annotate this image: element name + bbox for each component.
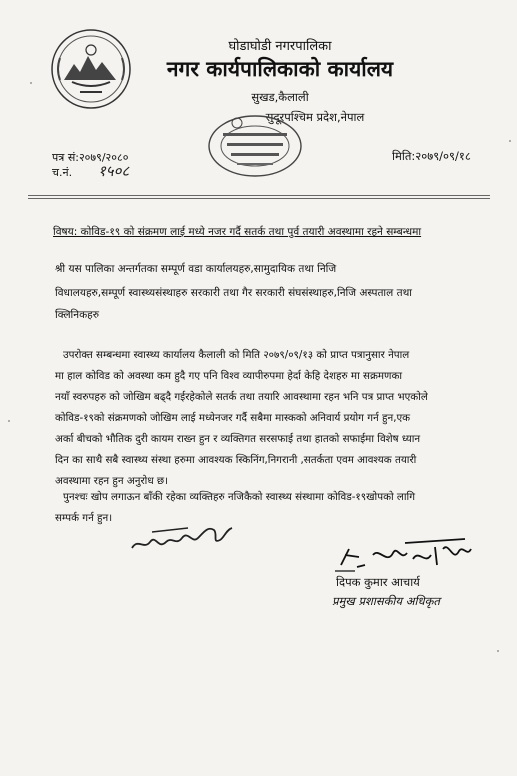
dispatch-number-handwritten: १५०८ <box>98 162 130 180</box>
office-stamp <box>205 113 305 179</box>
body-line: अर्का बीचको भौतिक दुरी कायम राख्न हुन र व्यक्तिगत सरसफाई तथा हातको सफाईमा विशेष ध्यान <box>55 433 421 445</box>
postscript-line: पुनश्चः खोप लगाऊन बाँकी रहेका व्यक्तिहरु नजिकैको स्वास्थ्य संस्थामा कोविड-१९खोपको लागि <box>63 491 416 503</box>
recipient-line: विधालयहरु,सम्पूर्ण स्वास्थ्यसंस्थाहरु सरकारी तथा गैर सरकारी संघसंस्थाहरु,निजि अस्पताल तथा <box>55 287 413 299</box>
office-address: सुखड,कैलाली <box>251 90 309 104</box>
letter-postscript <box>55 490 507 532</box>
signatory-name: दिपक कुमार आचार्य <box>336 575 420 589</box>
body-line: नयाँ स्वरुपहरु को जोखिम बढ्दै गईरहेकोले सतर्क तथा तयारि आवस्थामा रहन भनि पत्र प्राप्त भएकोले <box>55 391 428 403</box>
municipality-name: घोडाघोडी नगरपालिका <box>228 39 332 54</box>
letter-date: मिति:२०७९/०९/१८ <box>392 149 471 163</box>
header-divider <box>28 195 490 196</box>
letter-number-label: पत्र सं:२०७९/२०८० <box>52 151 129 164</box>
header-divider-secondary <box>28 198 490 199</box>
recipient-line: श्री यस पालिका अन्तर्गतका सम्पूर्ण वडा कार्यालयहरु,सामुदायिक तथा निजि <box>55 263 337 275</box>
left-handwritten-signature <box>128 520 238 560</box>
body-line: उपरोक्त सम्बन्धमा स्वास्थ्य कार्यालय कैलाली को मिति २०७९/०९/१३ को प्राप्त पत्रानुसार नेपाल <box>63 349 410 361</box>
signatory-title: प्रमुख प्रशासकीय अधिकृत <box>332 594 440 608</box>
officer-handwritten-signature <box>335 535 475 577</box>
recipient-line: क्लिनिकहरु <box>55 309 100 321</box>
scan-speck <box>8 420 10 422</box>
scan-speck <box>509 140 511 142</box>
letter-body <box>55 348 507 495</box>
body-line: मा हाल कोविड को अवस्था कम हुदै गए पनि विश्व व्यापीरुपमा हेर्दा केहि देशहरु मा सक्रमणका <box>55 370 403 382</box>
scan-speck <box>30 82 32 84</box>
office-province: सुदूरपश्चिम प्रदेश,नेपाल <box>265 110 365 124</box>
body-line: अवस्थामा रहन हुन अनुरोध छ। <box>55 475 169 487</box>
office-name: नगर कार्यपालिकाको कार्यालय <box>166 57 394 81</box>
body-line: कोविड-१९को संक्रमणको जोखिम लाई मध्येनजर गर्दै सबैमा मास्कको अनिवार्य प्रयोग गर्न हुन,एक <box>55 412 411 424</box>
dispatch-number-label: च.नं. <box>52 166 73 179</box>
body-line: दिन का साथै सबै स्वास्थ्य संस्था हरुमा आवश्यक स्किनिंग,निगरानी ,सतर्कता एवम आवश्यक तयारी <box>55 454 417 466</box>
scan-speck <box>497 650 499 652</box>
postscript-line: सम्पर्क गर्न हुन। <box>55 512 113 524</box>
letter-subject: विषय: कोविड-१९ को संक्रमण लाई मध्ये नजर गर्दै सतर्क तथा पुर्व तयारी अवस्थामा रहने सम्बन्धमा <box>53 226 422 238</box>
